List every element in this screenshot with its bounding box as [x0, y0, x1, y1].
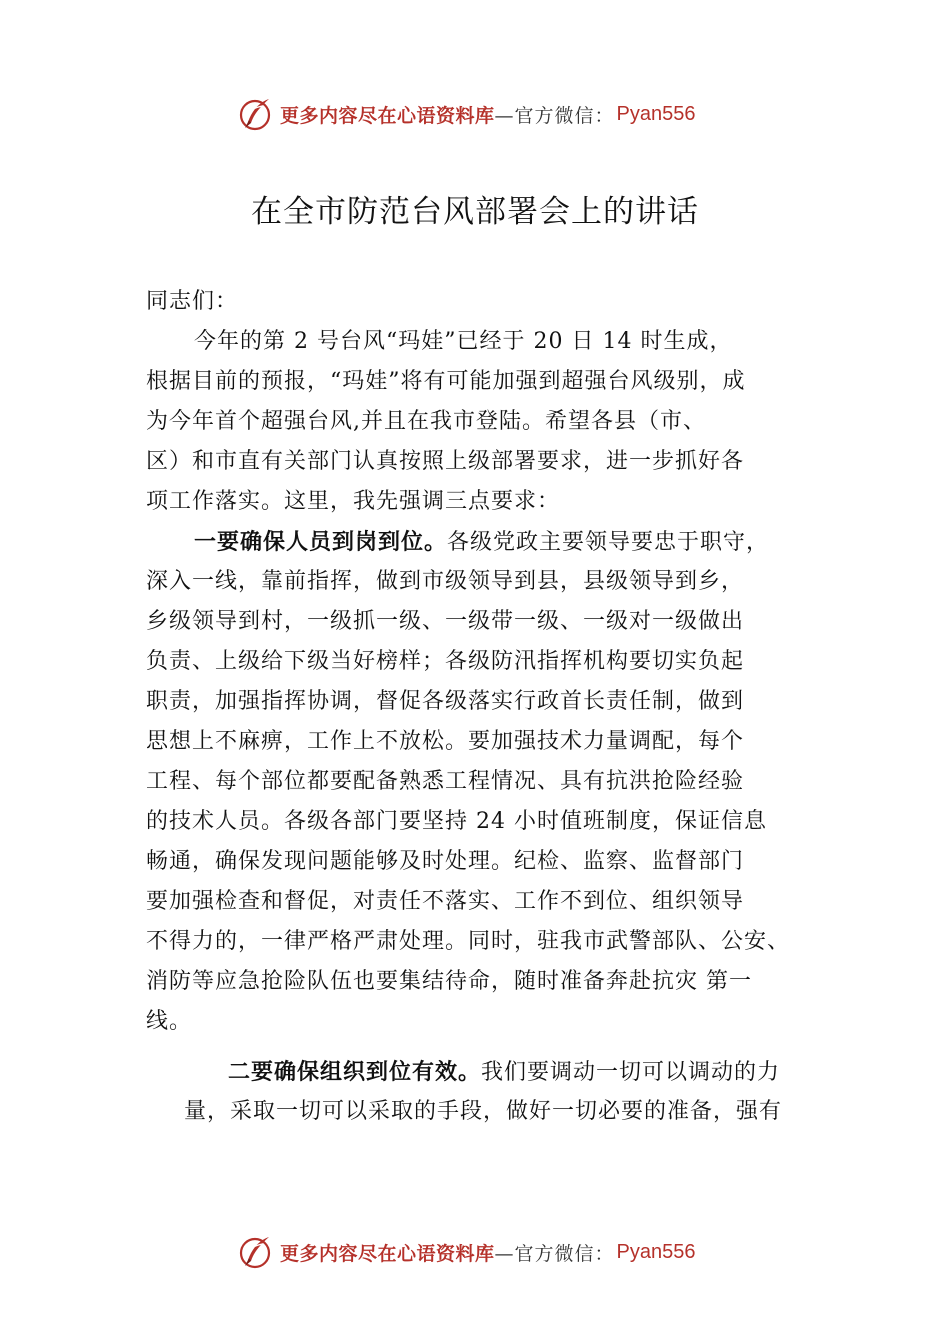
quill-logo-icon — [238, 1234, 274, 1270]
paragraph-line: 畅通，确保发现问题能够及时处理。纪检、监察、监督部门 — [146, 849, 745, 874]
paragraph-line: 线。 — [146, 1009, 193, 1034]
paragraph-3 — [146, 1052, 846, 1132]
paragraph-line: 深入一线，靠前指挥，做到市级领导到县，县级领导到乡， — [146, 569, 745, 594]
paragraph-line: 乡级领导到村，一级抓一级、一级带一级、一级对一级做出 — [146, 609, 745, 634]
watermark-library-text: 更多内容尽在心语资料库 — [280, 104, 495, 127]
paragraph-text: 我们要调动一切可以调动的力 — [481, 1060, 781, 1085]
paragraph-text: 各级党政主要领导要忠于职守， — [447, 530, 770, 555]
watermark-wechat-id: Pyan556 — [616, 102, 696, 125]
footer-watermark — [238, 1232, 696, 1272]
paragraph-line: 工程、每个部位都要配备熟悉工程情况、具有抗洪抢险经验 — [146, 769, 745, 794]
watermark-wechat-id: Pyan556 — [616, 1240, 696, 1263]
paragraph-line: 根据目前的预报，“玛娃”将有可能加强到超强台风级别，成 — [146, 369, 746, 394]
paragraph-line: 为今年首个超强台风,并且在我市登陆。希望各县（市、 — [146, 409, 706, 434]
watermark-separator: —官方微信： — [494, 104, 615, 127]
salutation: 同志们： — [146, 289, 239, 314]
paragraph-line: 量，采取一切可以采取的手段，做好一切必要的准备，强有 — [184, 1099, 783, 1124]
paragraph-line: 不得力的，一律严格严肃处理。同时，驻我市武警部队、公安、 — [146, 929, 791, 954]
paragraph-1 — [146, 322, 846, 522]
header-watermark — [238, 94, 696, 134]
paragraph-line: 要加强检查和督促，对责任不落实、工作不到位、组织领导 — [146, 889, 745, 914]
section-heading-2: 二要确保组织到位有效。 — [228, 1059, 482, 1085]
section-heading-1: 一要确保人员到岗到位。 — [194, 529, 448, 555]
paragraph-line: 区）和市直有关部门认真按照上级部署要求，进一步抓好各 — [146, 449, 745, 474]
paragraph-line — [146, 1052, 846, 1092]
watermark-separator: —官方微信： — [494, 1242, 615, 1265]
paragraph-line: 项工作落实。这里，我先强调三点要求： — [146, 489, 561, 514]
paragraph-line: 的技术人员。各级各部门要坚持 24 小时值班制度，保证信息 — [146, 809, 767, 834]
watermark-library-text: 更多内容尽在心语资料库 — [280, 1242, 495, 1265]
document-title: 在全市防范台风部署会上的讲话 — [251, 194, 699, 230]
paragraph-line: 今年的第 2 号台风“玛娃”已经于 20 日 14 时生成， — [194, 329, 733, 354]
quill-logo-icon — [238, 96, 274, 132]
paragraph-line — [146, 522, 846, 562]
document-body — [146, 282, 846, 1132]
paragraph-line: 负责、上级给下级当好榜样；各级防汛指挥机构要切实负起 — [146, 649, 745, 674]
paragraph-line: 消防等应急抢险队伍也要集结待命，随时准备奔赴抗灾 第一 — [146, 969, 752, 994]
paragraph-line: 职责，加强指挥协调，督促各级落实行政首长责任制，做到 — [146, 689, 745, 714]
paragraph-2 — [146, 522, 846, 1042]
paragraph-line: 思想上不麻痹，工作上不放松。要加强技术力量调配，每个 — [146, 729, 745, 754]
